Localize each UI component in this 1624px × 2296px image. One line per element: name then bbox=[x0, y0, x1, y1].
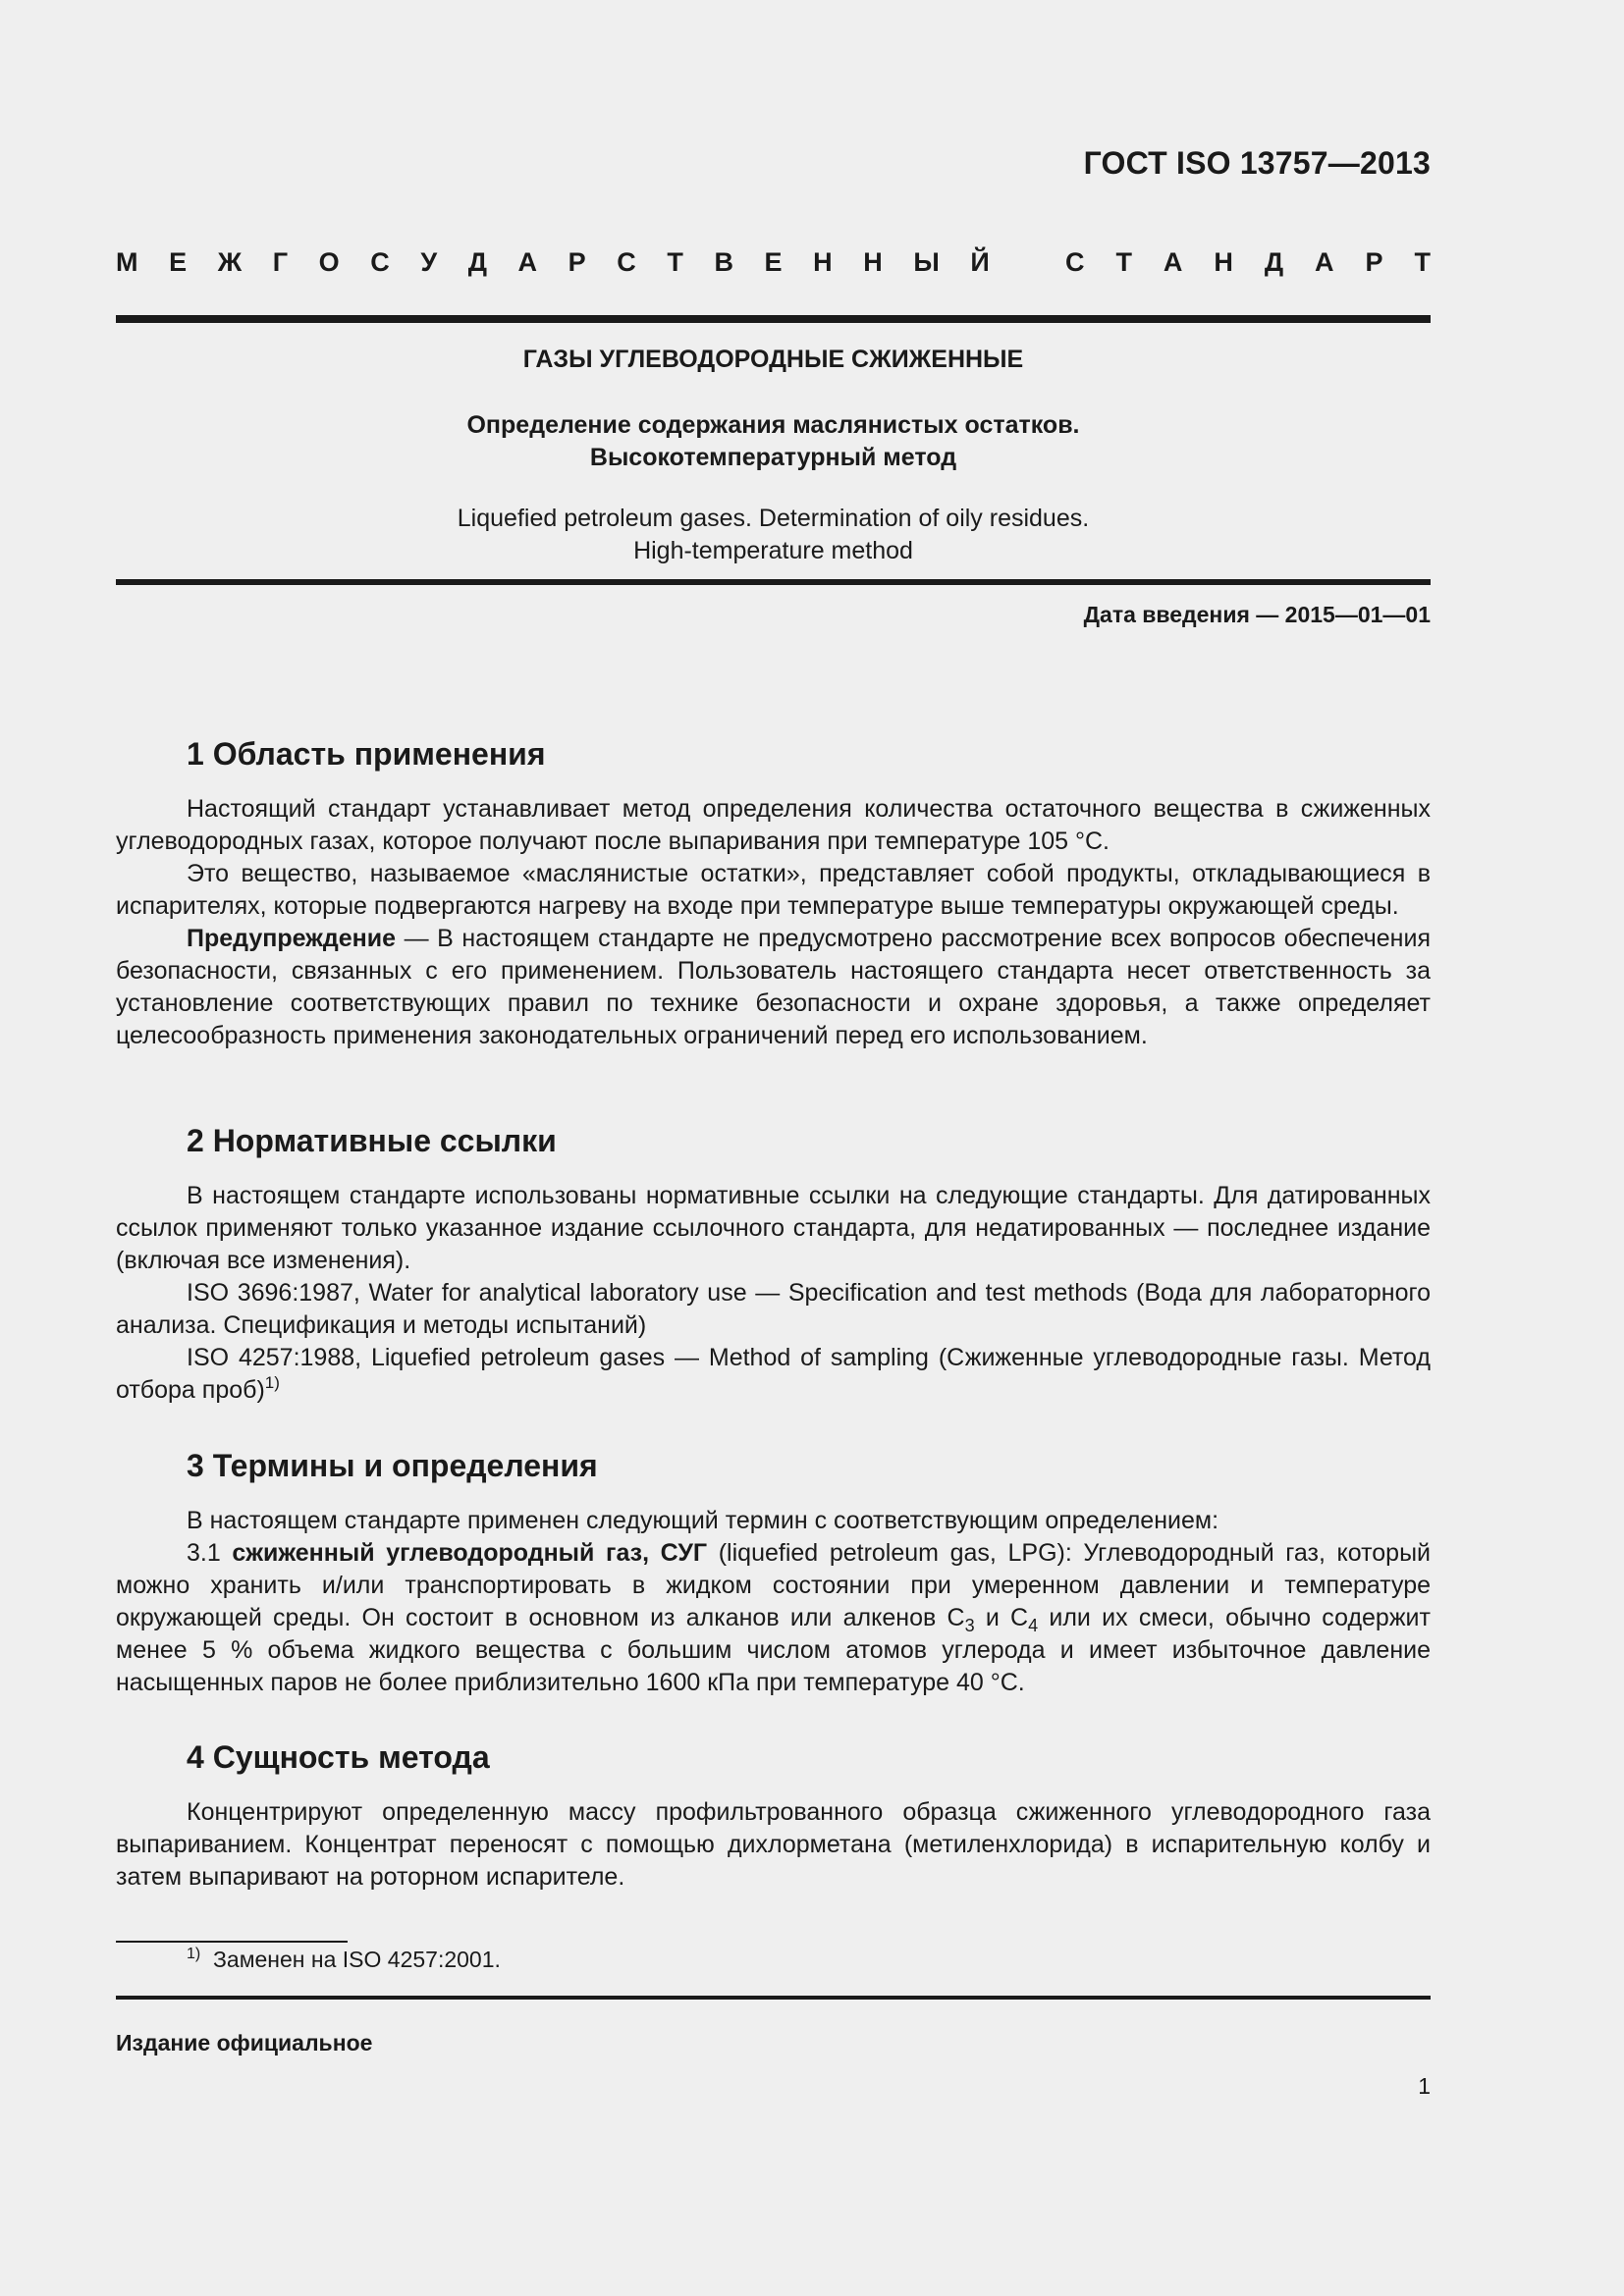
footnote-mark[interactable]: 1) bbox=[264, 1373, 280, 1392]
letter: Н bbox=[863, 247, 883, 277]
introduction-date: Дата введения — 2015—01—01 bbox=[1083, 602, 1431, 627]
letter: Т bbox=[1115, 247, 1132, 277]
letter: Т bbox=[667, 247, 683, 277]
reference-item: ISO 3696:1987, Water for analytical laboratory use — Specification and test methods (Вода для лабораторного анализа. Спецификация и методы испытаний) bbox=[116, 1279, 1431, 1339]
footnote bbox=[187, 1947, 501, 1973]
letter: Д bbox=[467, 247, 487, 277]
definition-text: и С bbox=[974, 1604, 1029, 1631]
letter: Е bbox=[169, 247, 188, 277]
subscript: 3 bbox=[964, 1616, 975, 1635]
letter: Й bbox=[970, 247, 990, 277]
warning-text: — В настоящем стандарте не предусмотрено рассмотрение всех вопросов обеспечения безопасности, связанных с его применением. Пользователь настоящего стандарта несет ответственность за установление соответствующих правил по технике безопасности и охране здоровья, а также определяет целесообразность применения законодательных ограничений перед его использованием. bbox=[116, 925, 1431, 1049]
section-heading: 3 Термины и определения bbox=[187, 1448, 598, 1483]
letter: С bbox=[1065, 247, 1085, 277]
document-number: ГОСТ ISO 13757—2013 bbox=[1083, 145, 1431, 181]
paragraph: В настоящем стандарте применен следующий термин с соответствующим определением: bbox=[187, 1507, 1219, 1534]
section-heading: 2 Нормативные ссылки bbox=[187, 1123, 557, 1158]
letter: Р bbox=[1365, 247, 1383, 277]
footer-divider bbox=[116, 1996, 1431, 2000]
subtitle-line: Высокотемпературный метод bbox=[589, 444, 957, 471]
footnote-separator bbox=[116, 1941, 348, 1943]
standard-type-word-interstate bbox=[116, 247, 990, 278]
paragraph: Это вещество, называемое «маслянистые остатки», представляет собой продукты, откладывающиеся в испарителях, которые подвергаются нагреву на входе при температуре выше температуры окружающей среды. bbox=[116, 860, 1431, 920]
footnote-text: Заменен на ISO 4257:2001. bbox=[213, 1947, 501, 1972]
warning-paragraph bbox=[116, 923, 1431, 1052]
header-divider bbox=[116, 315, 1431, 323]
letter: Ы bbox=[913, 247, 940, 277]
letter: А bbox=[1315, 247, 1334, 277]
section-method-essence bbox=[116, 1737, 1431, 1894]
term-name: сжиженный углеводородный газ, СУГ bbox=[232, 1539, 708, 1567]
paragraph: Настоящий стандарт устанавливает метод определения количества остаточного вещества в сжиженных углеводородных газах, которое получают после выпаривания при температуре 105 °С. bbox=[116, 795, 1431, 855]
letter: Н bbox=[1214, 247, 1233, 277]
standard-type-word-standard bbox=[1065, 247, 1431, 278]
document-title: ГАЗЫ УГЛЕВОДОРОДНЫЕ СЖИЖЕННЫЕ bbox=[522, 346, 1024, 373]
letter: У bbox=[420, 247, 438, 277]
subscript: 4 bbox=[1028, 1616, 1039, 1635]
reference-text: ISO 4257:1988, Liquefied petroleum gases — Method of sampling (Сжиженные углеводородные газы. Метод отбора проб) bbox=[116, 1344, 1431, 1404]
definition-text: (liquefied petroleum gas, LPG): Углеводородный газ, который можно хранить и/или транспортировать в жидком состоянии при умеренном давлении и температуре окружающей среды. Он состоит в основном из алканов или алкенов С bbox=[116, 1539, 1431, 1631]
letter: Ж bbox=[217, 247, 243, 277]
section-scope bbox=[116, 734, 1431, 1052]
letter: С bbox=[370, 247, 390, 277]
letter: Е bbox=[764, 247, 783, 277]
section-terms-definitions bbox=[116, 1446, 1431, 1699]
definition-text: или их смеси, обычно содержит менее 5 % объема жидкого вещества с большим числом атомов углерода и имеет избыточное давление насыщенных паров не более приблизительно 1600 кПа при температуре 40 °С. bbox=[116, 1604, 1431, 1696]
letter: О bbox=[318, 247, 340, 277]
standard-type-line bbox=[116, 247, 1431, 278]
reference-item bbox=[116, 1342, 1431, 1407]
paragraph: В настоящем стандарте использованы нормативные ссылки на следующие стандарты. Для датированных ссылок применяют только указанное издание ссылочного стандарта, для недатированных — последнее издание (включая все изменения). bbox=[116, 1182, 1431, 1274]
letter: В bbox=[714, 247, 733, 277]
letter: А bbox=[1163, 247, 1183, 277]
letter: С bbox=[617, 247, 636, 277]
footnote-mark: 1) bbox=[187, 1946, 201, 1962]
letter: Т bbox=[1414, 247, 1431, 277]
english-title-line: Liquefied petroleum gases. Determination of oily residues. bbox=[457, 505, 1090, 532]
letter: Р bbox=[568, 247, 586, 277]
letter: Н bbox=[813, 247, 833, 277]
english-title bbox=[116, 503, 1431, 567]
term-number: 3.1 bbox=[187, 1539, 233, 1567]
section-normative-references bbox=[116, 1121, 1431, 1407]
term-definition bbox=[116, 1537, 1431, 1699]
letter: А bbox=[517, 247, 538, 277]
letter: Г bbox=[272, 247, 289, 277]
english-title-line: High-temperature method bbox=[633, 537, 913, 564]
section-heading: 4 Сущность метода bbox=[187, 1739, 490, 1775]
title-divider bbox=[116, 579, 1431, 585]
page-number: 1 bbox=[1418, 2073, 1431, 2099]
paragraph: Концентрируют определенную массу профильтрованного образца сжиженного углеводородного газа выпариванием. Концентрат переносят с помощью дихлорметана (метиленхлорида) в испарительную колбу и затем выпаривают на роторном испарителе. bbox=[116, 1798, 1431, 1891]
letter: Д bbox=[1264, 247, 1284, 277]
edition-label: Издание официальное bbox=[116, 2030, 373, 2056]
section-heading: 1 Область применения bbox=[187, 736, 546, 772]
letter: М bbox=[116, 247, 138, 277]
subtitle-line: Определение содержания маслянистых остатков. bbox=[466, 411, 1080, 439]
document-subtitle bbox=[116, 409, 1431, 474]
warning-label: Предупреждение bbox=[187, 925, 397, 952]
